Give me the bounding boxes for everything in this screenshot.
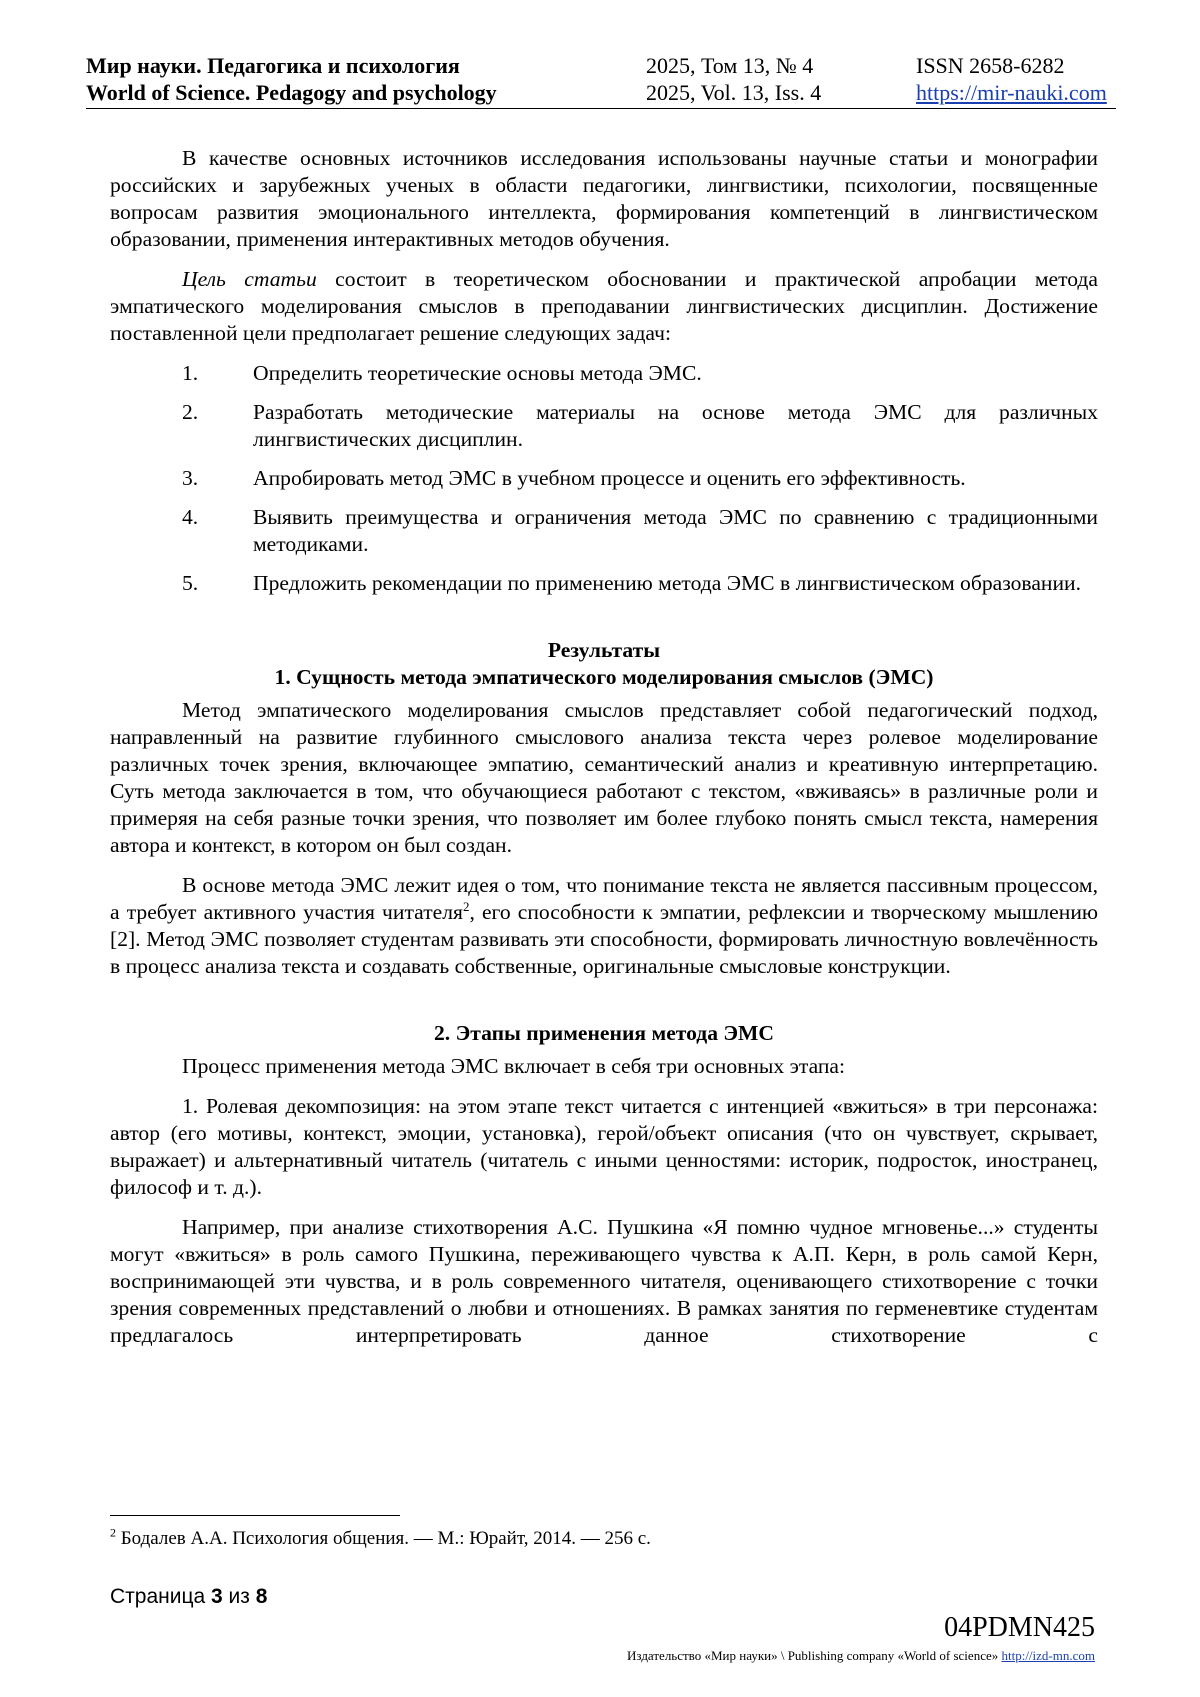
basis-text-b: , его способности к эмпатии, рефлексии и творческому мышлению [2]. Метод ЭМС позволяет студентам развивать эти способности, формировать личностную вовлечённость в процесс анализа текста и создавать собственные, оригинальные смысловые конструкции.	[110, 900, 1099, 978]
footnote-text: Бодалев А.А. Психология общения. — М.: Юрайт, 2014. — 256 с.	[116, 1528, 651, 1549]
issn-block	[916, 52, 1107, 106]
issue-info	[646, 52, 821, 106]
publisher-url-link[interactable]: http://izd-mn.com	[1001, 1648, 1095, 1663]
list-item-number: 2.	[182, 400, 199, 424]
page-total: 8	[255, 1585, 268, 1608]
list-item-text: Предложить рекомендации по применению метода ЭМС в лингвистическом образовании.	[253, 571, 1081, 595]
paragraph-sources: В качестве основных источников исследования использованы научные статьи и монографии российских и зарубежных ученых в области педагогики, лингвистики, психологии, посвященные вопросам развития эмоционального интеллекта, формирования компетенций в лингвистическом образовании, применения интерактивных методов обучения.	[110, 146, 1098, 251]
footnote-ref[interactable]: 2	[462, 898, 470, 914]
list-item-text: Апробировать метод ЭМС в учебном процессе и оценить его эффективность.	[253, 466, 966, 490]
page-mid: из	[222, 1585, 256, 1608]
paragraph-ems-basis	[110, 872, 1098, 980]
page-current: 3	[211, 1585, 223, 1608]
journal-title	[86, 52, 497, 106]
list-item	[110, 570, 1098, 597]
list-item	[110, 399, 1098, 453]
list-item	[110, 465, 1098, 492]
journal-header	[86, 52, 1116, 109]
list-item-number: 1.	[182, 361, 199, 385]
paragraph-ems-essence: Метод эмпатического моделирования смыслов представляет собой педагогический подход, направленный на развитие глубинного смыслового анализа текста через ролевое моделирование различных точек зрения, включающее эмпатию, семантический анализ и креативную интерпретацию. Суть метода заключается в том, что обучающиеся работают с текстом, «вживаясь» в различные роли и примеряя на себя разные точки зрения, что позволяет им более глубоко понять смысл текста, намерения автора и контекст, в котором он был создан.	[110, 698, 1098, 857]
results-heading: Результаты	[547, 638, 661, 662]
list-item-text: Определить теоретические основы метода ЭМС.	[253, 361, 702, 385]
list-item-text: Разработать методические материалы на основе метода ЭМС для различных лингвистических дисциплин.	[253, 400, 1098, 451]
list-item	[110, 360, 1098, 387]
footnote-divider	[110, 1515, 400, 1516]
goal-label: Цель статьи	[182, 267, 317, 291]
journal-title-en: World of Science. Pedagogy and psychology	[86, 80, 497, 105]
publisher-text: Издательство «Мир науки» \ Publishing company «World of science»	[627, 1648, 1002, 1663]
issue-ru: 2025, Том 13, № 4	[646, 53, 814, 78]
paragraph-stages-intro: Процесс применения метода ЭМС включает в себя три основных этапа:	[182, 1054, 846, 1078]
list-item	[110, 504, 1098, 558]
goal-text: состоит в теоретическом обосновании и практической апробации метода эмпатического моделирования смыслов в преподавании лингвистических дисциплин. Достижение поставленной цели предполагает решение следующих задач:	[110, 267, 1098, 345]
section-1-title: 1. Сущность метода эмпатического моделирования смыслов (ЭМС)	[274, 665, 934, 689]
publisher-line	[627, 1648, 1095, 1664]
tasks-list	[110, 360, 1098, 597]
paragraph-pushkin-example: Например, при анализе стихотворения А.С. Пушкина «Я помню чудное мгновенье...» студенты могут «вжиться» в роль самого Пушкина, переживающего чувства к А.П. Керн, в роль самой Керн, воспринимающей эти чувства, и в роль современного читателя, оценивающего стихотворение с точки зрения современных представлений о любви и отношениях. В рамках занятия по герменевтике студентам предлагалось интерпретировать данное стихотворение с	[110, 1215, 1098, 1347]
section-2-title: 2. Этапы применения метода ЭМС	[433, 1021, 775, 1045]
article-body	[110, 145, 1098, 1362]
journal-title-ru: Мир науки. Педагогика и психология	[86, 53, 460, 78]
issn: ISSN 2658-6282	[916, 53, 1065, 78]
footnote-number: 2	[110, 1525, 116, 1540]
page-number	[110, 1585, 267, 1609]
journal-url-link[interactable]: https://mir-nauki.com	[916, 80, 1107, 105]
article-code: 04PDMN425	[944, 1612, 1095, 1643]
list-item-number: 3.	[182, 466, 199, 490]
list-item-number: 4.	[182, 505, 199, 529]
basis-text-a: В основе метода ЭМС лежит идея о том, что понимание текста не является пассивным процессом, а требует активного участия читателя	[110, 873, 1098, 924]
page-prefix: Страница	[110, 1585, 212, 1608]
paragraph-goal	[110, 266, 1098, 347]
paragraph-role-decomposition: 1. Ролевая декомпозиция: на этом этапе текст читается с интенцией «вжиться» в три персонажа: автор (его мотивы, контекст, эмоции, установка), герой/объект описания (что он чувствует, скрывает, выражает) и альтернативный читатель (читатель с иными ценностями: историк, подросток, иностранец, философ и т. д.).	[110, 1094, 1098, 1199]
list-item-text: Выявить преимущества и ограничения метода ЭМС по сравнению с традиционными методиками.	[253, 505, 1098, 556]
list-item-number: 5.	[182, 571, 199, 595]
footnote	[110, 1527, 651, 1551]
issue-en: 2025, Vol. 13, Iss. 4	[646, 80, 822, 105]
